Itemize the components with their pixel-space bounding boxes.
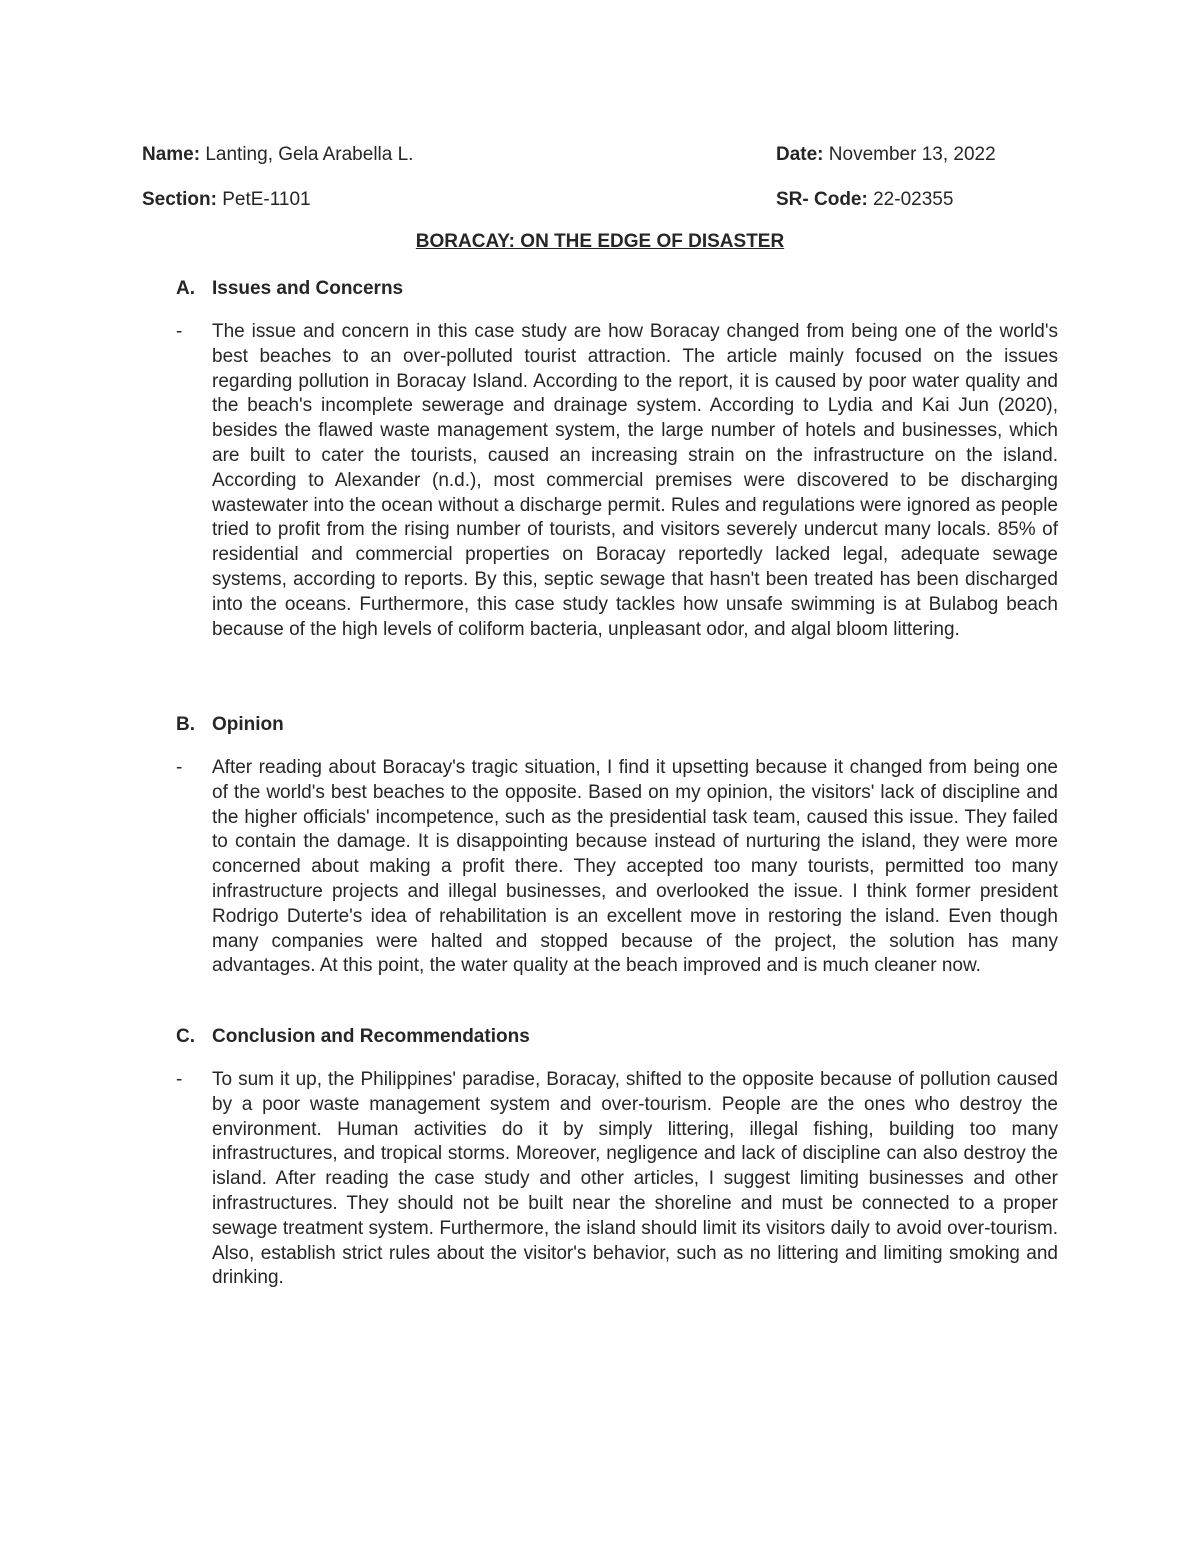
section-letter: B. (176, 714, 195, 735)
name-label: Name: (142, 144, 201, 165)
date-field (776, 143, 996, 167)
section-letter: A. (176, 278, 195, 299)
srcode-field (776, 188, 953, 212)
section-paragraph-b: After reading about Boracay's tragic situation, I find it upsetting because it changed from being one of the world's best beaches to the opposite. Based on my opinion, the visitors' lack of discipline and the higher officials' incompetence, such as the presidential task team, caused this issue. They failed to contain the damage. It is disappointing because instead of nurturing the island, they were more concerned about making a profit there. They accepted too many tourists, permitted too many infrastructure projects and illegal businesses, and overlooked the issue. I think former president Rodrigo Duterte's idea of rehabilitation is an excellent move in restoring the island. Even though many companies were halted and stopped because of the project, the solution has many advantages. At this point, the water quality at the beach improved and is much cleaner now. (212, 757, 1058, 977)
name-field (142, 144, 413, 165)
bullet-dash: - (176, 1069, 183, 1090)
date-label: Date: (776, 144, 824, 165)
bullet-dash: - (176, 757, 183, 778)
header-row-1 (142, 143, 1062, 167)
section-heading-a (176, 277, 403, 301)
section-label: Section: (142, 189, 217, 210)
bullet-dash: - (176, 321, 183, 342)
section-value: PetE-1101 (222, 189, 311, 210)
section-paragraph-a: The issue and concern in this case study are how Boracay changed from being one of the world's best beaches to an over-polluted tourist attraction. The article mainly focused on the issues regarding pollution in Boracay Island. According to the report, it is caused by poor water quality and the beach's incomplete sewerage and drainage system. According to Lydia and Kai Jun (2020), besides the flawed waste management system, the large number of hotels and businesses, which are built to cater the tourists, caused an increasing strain on the infrastructure on the island. According to Alexander (n.d.), most commercial premises were discovered to be discharging wastewater into the ocean without a discharge permit. Rules and regulations were ignored as people tried to profit from the rising number of tourists, and visitors severely undercut many locals. 85% of residential and commercial properties on Boracay reportedly lacked legal, adequate sewage systems, according to reports. By this, septic sewage that hasn't been treated has been discharged into the oceans. Furthermore, this case study tackles how unsafe swimming is at Bulabog beach because of the high levels of coliform bacteria, unpleasant odor, and algal bloom littering. (212, 321, 1058, 640)
section-paragraph-c: To sum it up, the Philippines' paradise, Boracay, shifted to the opposite because of pollution caused by a poor waste management system and over-tourism. People are the ones who destroy the environment. Human activities do it by simply littering, illegal fishing, building too many infrastructures, and tropical storms. Moreover, negligence and lack of discipline can also destroy the island. After reading the case study and other articles, I suggest limiting businesses and other infrastructures. They should not be built near the shoreline and must be connected to a proper sewage treatment system. Furthermore, the island should limit its visitors daily to avoid over-tourism. Also, establish strict rules about the visitor's behavior, such as no littering and limiting smoking and drinking. (212, 1069, 1058, 1289)
document-title: BORACAY: ON THE EDGE OF DISASTER (415, 231, 785, 252)
section-heading-c (176, 1025, 530, 1049)
section-letter: C. (176, 1026, 195, 1047)
section-heading-text: Issues and Concerns (212, 278, 404, 299)
section-heading-text: Opinion (212, 714, 284, 735)
srcode-label: SR- Code: (776, 189, 868, 210)
section-heading-text: Conclusion and Recommendations (212, 1026, 530, 1047)
date-value: November 13, 2022 (828, 144, 996, 165)
srcode-value: 22-02355 (873, 189, 954, 210)
header-row-2 (142, 188, 1062, 212)
section-heading-b (176, 713, 284, 737)
name-value: Lanting, Gela Arabella L. (205, 144, 414, 165)
section-field (142, 189, 311, 210)
